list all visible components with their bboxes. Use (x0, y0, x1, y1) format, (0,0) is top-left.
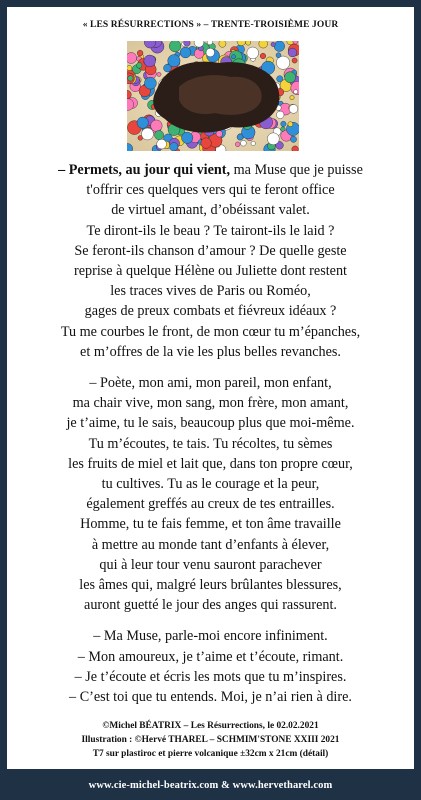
bead-shape (281, 121, 286, 126)
poem-line: tu cultives. Tu as le courage et la peur, (101, 476, 320, 493)
author-credit: ©Michel BÉATRIX – Les Résurrections, le 02.02.2021 (102, 721, 319, 731)
poem-lead-bold: – Permets, au jour qui vient, (58, 162, 231, 178)
bead-shape (246, 41, 251, 45)
poem-line: les fruits de miel et lait que, dans ton propre cœur, (68, 455, 353, 472)
bead-shape (294, 90, 298, 94)
illustration-credit: Illustration : ©Hervé THAREL – SCHMIM'STONE XXIII 2021 (81, 735, 340, 745)
poem-line: de virtuel amant, d’obéissant valet. (111, 202, 310, 219)
stanza-2 (7, 373, 414, 615)
bead-shape (182, 132, 193, 143)
poem-line: ma chair vive, mon sang, mon frère, mon amant, (72, 395, 349, 412)
poem-line: les âmes qui, malgré leurs brûlantes blessures, (79, 577, 342, 594)
bead-shape (276, 111, 284, 119)
bead-shape (281, 127, 286, 132)
bead-shape (247, 47, 259, 59)
poem-lead-rest: ma Muse que je puisse (230, 162, 363, 178)
bead-shape (292, 146, 299, 151)
bead-shape (157, 72, 161, 76)
poem-card (7, 7, 414, 769)
poem-text (7, 160, 414, 707)
poem-line (7, 160, 414, 180)
bead-shape (168, 55, 180, 67)
poem-line: – Je t’écoute et écris les mots que tu m’inspires. (74, 668, 347, 685)
bead-shape (142, 128, 154, 140)
bead-shape (274, 41, 285, 52)
bead-shape (293, 41, 298, 44)
bead-shape (127, 65, 132, 70)
bead-shape (206, 48, 215, 57)
bead-shape (251, 141, 255, 145)
bead-shape (285, 72, 296, 83)
bead-shape (276, 53, 281, 58)
poem-line: les traces vives de Paris ou Roméo, (110, 283, 311, 300)
poem-line: à mettre au monde tant d’enfants à élever, (91, 536, 330, 553)
bead-shape (259, 41, 268, 48)
artwork-image (127, 41, 299, 151)
poem-line: – Mon amoureux, je t’aime et t’écoute, rimant. (77, 648, 344, 665)
bead-shape (267, 133, 279, 145)
bead-shape (289, 105, 298, 114)
poem-line: également greffés au creux de tes entrailles. (86, 496, 335, 513)
stanza-1 (7, 160, 414, 362)
poem-line: auront guetté le jour des anges qui rassurent. (84, 597, 337, 614)
artwork-illustration (127, 41, 299, 151)
poem-line: t'offrir ces quelques vers qui te feront office (86, 182, 335, 199)
footer-links[interactable]: www.cie-michel-beatrix.com & www.hervetharel.com (88, 780, 333, 791)
bead-shape (232, 55, 236, 59)
bead-shape (180, 47, 191, 58)
artwork-details: T7 sur plastiroc et pierre volcanique ±32cm x 21cm (détail) (92, 749, 329, 759)
credits (7, 719, 414, 761)
bead-shape (137, 50, 143, 56)
bead-shape (157, 139, 167, 149)
bead-shape (155, 131, 164, 140)
bead-shape (207, 41, 213, 45)
bead-shape (292, 58, 297, 63)
poem-line: Tu m’écoutes, te tais. Tu récoltes, tu sèmes (88, 435, 333, 452)
bead-shape (127, 53, 137, 64)
poem-line: – C’est toi que tu entends. Moi, je n’ai rien à dire. (69, 689, 352, 706)
bead-shape (290, 95, 294, 99)
bead-shape (151, 120, 163, 132)
bead-shape (170, 143, 178, 151)
bead-shape (144, 77, 156, 89)
bead-shape (136, 63, 142, 69)
bead-shape (144, 55, 156, 67)
poem-line: gages de preux combats et fiévreux idéaux ? (84, 303, 337, 320)
poem-line: qui à leur tour venu sauront parachever (99, 556, 322, 573)
bead-shape (288, 48, 297, 57)
bead-shape (276, 56, 289, 69)
bead-shape (288, 122, 293, 127)
page-header: « LES RÉSURRECTIONS » – TRENTE-TROISIÈME JOUR (82, 20, 339, 30)
bead-shape (169, 41, 181, 52)
bead-shape (216, 131, 223, 138)
bead-shape (271, 42, 275, 46)
bead-shape (241, 140, 247, 146)
bead-shape (184, 41, 191, 46)
bead-shape (128, 76, 133, 81)
poem-line: Tu me courbes le front, de mon cœur tu m’épanches, (60, 323, 361, 340)
stanza-3 (7, 626, 414, 707)
poem-line: je t’aime, tu le sais, beaucoup plus que moi-même. (66, 415, 355, 432)
bead-shape (201, 138, 212, 149)
bead-shape (235, 142, 240, 147)
poem-line: et m’offres de la vie les plus belles revanches. (80, 343, 341, 360)
bead-shape (260, 53, 266, 59)
bead-shape (219, 41, 226, 47)
volcanic-stone-highlight (179, 75, 262, 115)
poem-line: reprise à quelque Hélène ou Juliette dont restent (73, 263, 347, 280)
bead-shape (137, 117, 148, 128)
poem-line: Homme, tu te fais femme, et ton âme travaille (80, 516, 341, 533)
poem-line: – Poète, mon ami, mon pareil, mon enfant, (89, 375, 332, 392)
poem-line: Te diront-ils le beau ? Te tairont-ils le laid ? (86, 222, 335, 239)
poem-line: Se feront-ils chanson d’amour ? De quelle geste (74, 242, 347, 259)
poem-line: – Ma Muse, parle-moi encore infiniment. (93, 628, 328, 645)
bead-shape (290, 136, 296, 142)
